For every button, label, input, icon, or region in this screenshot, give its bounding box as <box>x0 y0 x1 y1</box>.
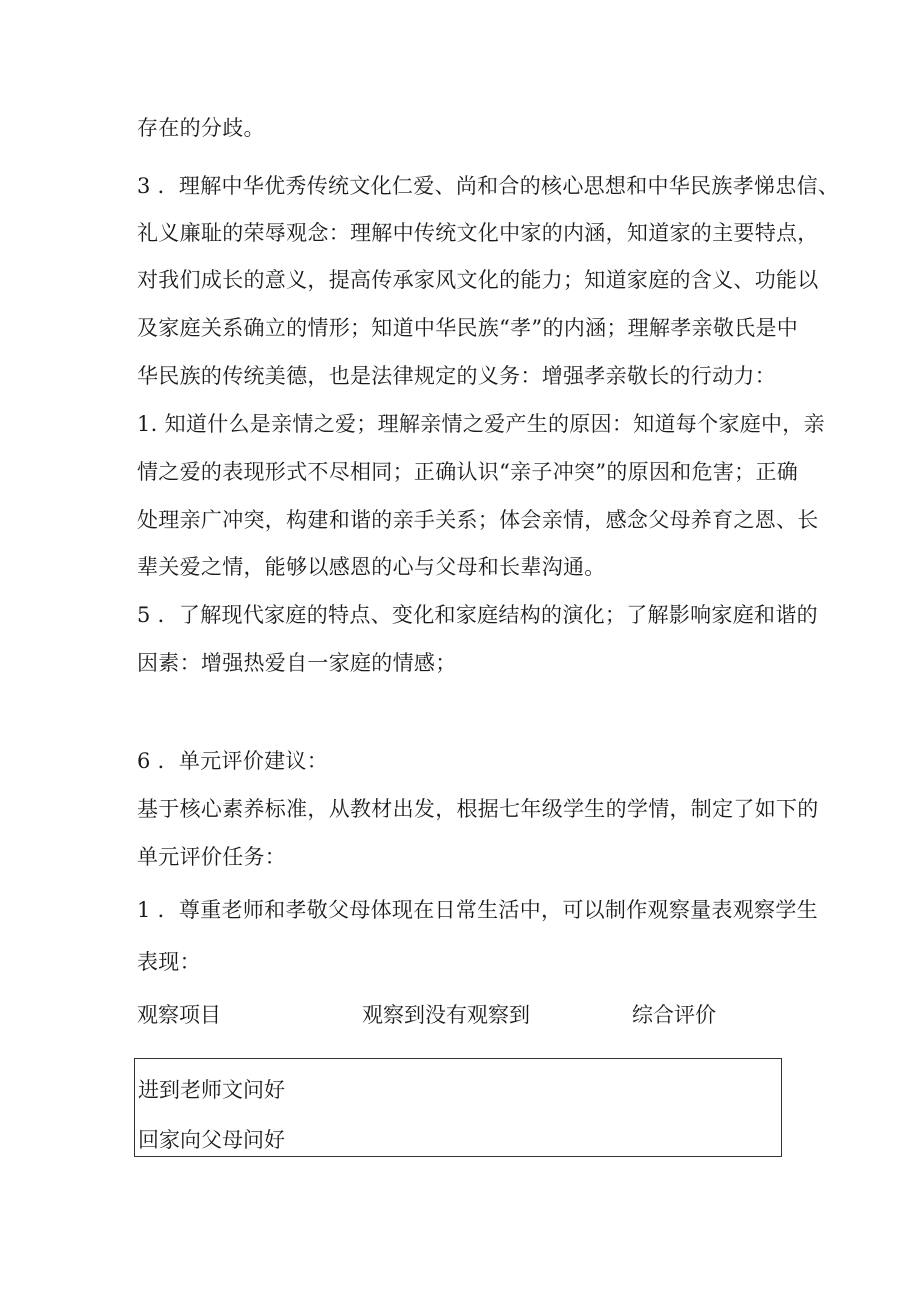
header-observed-not-observed: 观察到没有观察到 <box>362 1003 530 1027</box>
header-observation-item: 观察项目 <box>137 1003 221 1027</box>
paragraph-line: 对我们成长的意义，提高传承家风文化的能力；知道家庭的含义、功能以 <box>137 268 819 292</box>
paragraph-line: 表现： <box>137 950 201 974</box>
header-overall-evaluation: 综合评价 <box>632 1003 716 1027</box>
observation-table <box>134 1058 782 1157</box>
paragraph-line: 1 ．尊重老师和孝敬父母体现在日常生活中，可以制作观察量表观察学生 <box>137 898 818 922</box>
paragraph-line: 5 ．了解现代家庭的特点、变化和家庭结构的演化；了解影响家庭和谐的 <box>137 603 818 627</box>
paragraph-line: 辈关爱之情，能够以感恩的心与父母和长辈沟通。 <box>137 555 606 579</box>
paragraph-line: 存在的分歧。 <box>137 116 265 140</box>
paragraph-line: 华民族的传统美德，也是法律规定的义务：增强孝亲敬长的行动力： <box>137 364 776 388</box>
table-row: 进到老师文问好 <box>138 1078 285 1102</box>
section-heading: 6 ．单元评价建议： <box>137 749 329 773</box>
paragraph-line: 基于核心素养标准，从教材出发，根据七年级学生的学情，制定了如下的 <box>137 797 819 821</box>
paragraph-line: 处理亲广冲突，构建和谐的亲手关系；体会亲情，感念父母养育之恩、长 <box>137 508 819 532</box>
paragraph-line: 3 ．理解中华优秀传统文化仁爱、尚和合的核心思想和中华民族孝悌忠信、 <box>137 174 840 198</box>
paragraph-line: 1. 知道什么是亲情之爱；理解亲情之爱产生的原因：知道每个家庭中，亲 <box>137 412 825 436</box>
paragraph-line: 礼义廉耻的荣辱观念：理解中传统文化中家的内涵，知道家的主要特点， <box>137 221 819 245</box>
paragraph-line: 单元评价任务： <box>137 845 287 869</box>
paragraph-line: 情之爱的表现形式不尽相同；正确认识“亲子冲突”的原因和危害；正确 <box>137 460 799 484</box>
table-row: 回家向父母问好 <box>138 1128 285 1152</box>
paragraph-line: 及家庭关系确立的情形；知道中华民族“孝”的内涵；理解孝亲敬氏是中 <box>137 316 799 340</box>
paragraph-line: 因素：增强热爱自一家庭的情感； <box>137 651 457 675</box>
